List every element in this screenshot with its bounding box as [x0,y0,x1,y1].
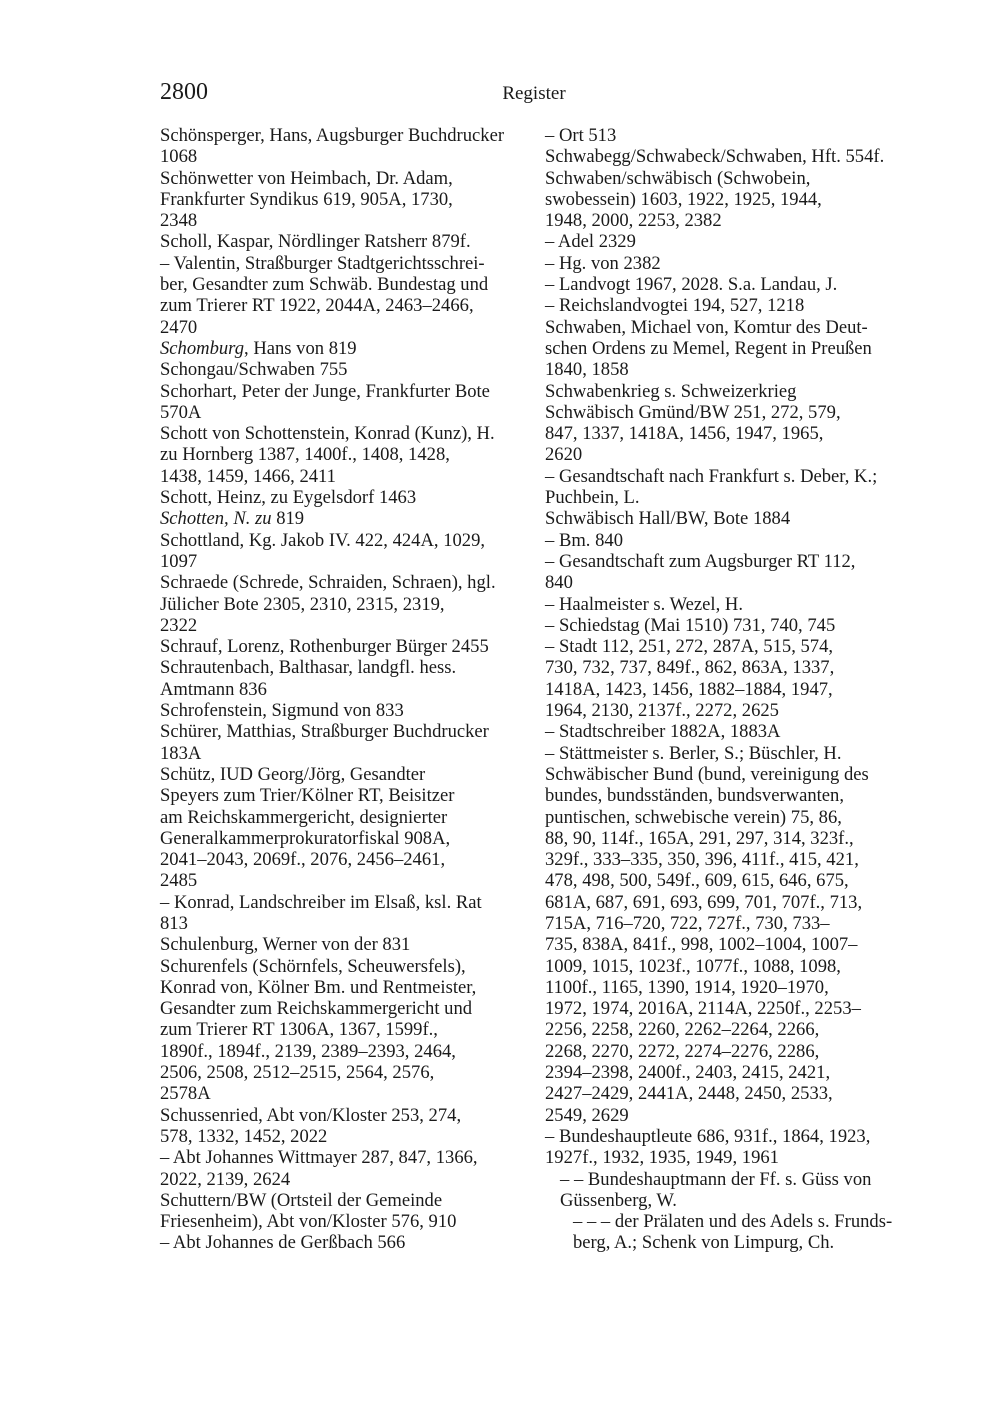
entry-text: 1418A, 1423, 1456, 1882–1884, 1947, [545,678,833,700]
index-entry-line [160,423,527,445]
entry-text: Schönwetter von Heimbach, Dr. Adam, [160,167,453,189]
entry-text: 730, 732, 737, 849f., 862, 863A, 1337, [545,657,835,679]
index-entry-line [160,700,527,722]
index-entry [160,934,527,955]
index-entry-line [160,912,527,934]
entry-text: 847, 1337, 1418A, 1456, 1947, 1965, [545,423,824,445]
entry-text: 570A [160,401,202,423]
index-entry-line [160,742,527,764]
entry-text: – Stättmeister s. Berler, S.; Büschler, H. [545,742,842,764]
entry-text: schen Ordens zu Memel, Regent in Preußen [545,337,872,359]
entry-text: Schürer, Matthias, Straßburger Buchdrucker [160,721,489,743]
index-entry-line [545,295,913,317]
entry-text: 1964, 2130, 2137f., 2272, 2625 [545,700,779,722]
entry-text: Schottland, Kg. Jakob IV. 422, 424A, 1029, [160,529,486,551]
entry-text: 1840, 1858 [545,359,629,381]
entry-text: – Ort 513 [545,125,617,146]
index-entry [160,1105,527,1148]
index-entry-line [160,295,527,317]
entry-text: 329f., 333–335, 350, 396, 411f., 415, 421, [545,849,859,871]
entry-text: 735, 838A, 841f., 998, 1002–1004, 1007– [545,934,858,956]
entry-text: , Hans von 819 [244,337,357,359]
entry-text: Schütz, IUD Georg/Jörg, Gesandter [160,763,426,785]
index-entry-line [560,1189,913,1211]
entry-text: Puchbein, L. [545,487,640,509]
index-entry-line [160,529,527,551]
index-entry-line [545,1083,913,1105]
index-entry-line [545,976,913,998]
entry-text: Schott, Heinz, zu Eygelsdorf 1463 [160,487,417,509]
index-entry-line [160,1211,527,1233]
index-entry-line [160,487,527,509]
entry-text: – – Bundeshauptmann der Ff. s. Güss von [560,1168,872,1190]
entry-text: am Reichskammergericht, designierter [160,806,448,828]
entry-text: Konrad von, Kölner Bm. und Rentmeister, [160,976,477,998]
page-header [160,78,908,108]
entry-text: – Bundeshauptleute 686, 931f., 1864, 1923, [545,1125,871,1147]
index-entry-line [545,380,913,402]
entry-text: 2322 [160,614,198,636]
index-entry [160,1147,527,1190]
index-entry [545,253,913,274]
index-entry-line [545,423,913,445]
index-entry-line [545,891,913,913]
entry-text: – Konrad, Landschreiber im Elsaß, ksl. Rat [160,891,482,913]
index-entry-line [160,550,527,572]
page-number: 2800 [160,79,208,105]
entry-text: zum Trierer RT 1306A, 1367, 1599f., [160,1019,438,1041]
index-entry-line [573,1211,913,1233]
index-entry [160,125,527,168]
index-entry-line [545,444,913,466]
index-entry [160,253,527,338]
index-entry-line [160,785,527,807]
entry-text: bundes, bundsständen, bundsverwanten, [545,785,844,807]
index-entry-line [545,785,913,807]
running-head: Register [502,83,566,104]
entry-text: 2041–2043, 2069f., 2076, 2456–2461, [160,849,446,871]
index-entry-line [545,465,913,487]
index-entry-line [160,380,527,402]
index-entry [160,1232,527,1253]
index-entry [545,530,913,551]
italic-name: Schotten, N. zu [160,508,272,530]
entry-text: Schönsperger, Hans, Augsburger Buchdrucker [160,125,505,146]
entry-text: Schorhart, Peter der Junge, Frankfurter Bote [160,380,490,402]
index-entry-line [160,891,527,913]
index-entry-line [545,636,913,658]
index-entry-line [160,1147,527,1169]
entry-text: Amtmann 836 [160,678,267,700]
index-entry-line [545,125,913,146]
entry-text: ber, Gesandter zum Schwäb. Bundestag und [160,274,489,296]
entry-text: Schott von Schottenstein, Konrad (Kunz), H. [160,423,495,445]
entry-text: 840 [545,572,573,594]
index-entry-line [160,401,527,423]
index-entry [545,317,913,381]
entry-text: Schwäbisch Hall/BW, Bote 1884 [545,508,791,530]
entry-text: 813 [160,912,188,934]
index-entry [545,168,913,232]
entry-text: 2506, 2508, 2512–2515, 2564, 2576, [160,1062,435,1084]
index-entry-line [545,763,913,785]
entry-text: Friesenheim), Abt von/Kloster 576, 910 [160,1211,457,1233]
index-entry-line [160,572,527,594]
index-entry-line [160,827,527,849]
index-entry-line [545,359,913,381]
entry-text: Schrauf, Lorenz, Rothenburger Bürger 2455 [160,636,489,658]
entry-text: – Haalmeister s. Wezel, H. [545,593,743,615]
entry-text: Schussenried, Abt von/Kloster 253, 274, [160,1104,462,1126]
index-entry-line [160,1104,527,1126]
index-entry-line [545,337,913,359]
entry-text: Schuttern/BW (Ortsteil der Gemeinde [160,1189,443,1211]
index-entry-line [545,1147,913,1169]
entry-text: 2394–2398, 2400f., 2403, 2415, 2421, [545,1062,831,1084]
index-entry-line [545,934,913,956]
index-entry-line [160,721,527,743]
index-entry-line [160,444,527,466]
index-entry [160,764,527,892]
entry-text: Scholl, Kaspar, Nördlinger Ratsherr 879f. [160,231,471,253]
index-entry [160,487,527,508]
index-entry [545,594,913,615]
index-column-right [545,125,913,1254]
index-entry [545,636,913,721]
entry-text: – Hg. von 2382 [545,252,661,274]
entry-text: 1948, 2000, 2253, 2382 [545,210,722,232]
entry-text: Schrautenbach, Balthasar, landgfl. hess. [160,657,457,679]
index-entry [545,743,913,764]
index-entry [160,636,527,657]
index-entry-line [160,593,527,615]
index-entry-line [545,210,913,232]
index-entry-line [545,849,913,871]
entry-text: Schwabegg/Schwabeck/Schwaben, Hft. 554f. [545,146,885,168]
index-entry [160,892,527,935]
index-entry-line [545,614,913,636]
entry-text: Schwabenkrieg s. Schweizerkrieg [545,380,797,402]
index-entry [160,1190,527,1233]
entry-text: – Stadtschreiber 1882A, 1883A [545,721,781,743]
entry-text: – – – der Prälaten und des Adels s. Frunds- [573,1211,893,1233]
index-entry-line [160,125,527,146]
entry-text: Schwäbisch Gmünd/BW 251, 272, 579, [545,401,841,423]
index-entry-line [545,678,913,700]
index-entry-line [160,359,527,381]
index-entry-line [545,550,913,572]
index-entry-line [160,1232,527,1254]
index-entry-line [160,657,527,679]
index-entry [160,508,527,529]
index-entry-line [545,700,913,722]
index-entry-line [545,912,913,934]
index-entry-line [160,806,527,828]
index-entry [545,274,913,295]
index-entry-line [545,188,913,210]
index-entry-line [160,636,527,658]
entry-text: Schraede (Schrede, Schraiden, Schraen), hgl. [160,572,496,594]
entry-text: Schwaben, Michael von, Komtur des Deut- [545,316,868,338]
index-entry-line [545,657,913,679]
index-entry-line [545,252,913,274]
index-entry-line [545,721,913,743]
entry-text: Schrofenstein, Sigmund von 833 [160,700,404,722]
entry-text: Schongau/Schwaben 755 [160,359,348,381]
index-entry-line [160,316,527,338]
entry-text: 2549, 2629 [545,1104,629,1126]
entry-text: 1100f., 1165, 1390, 1914, 1920–1970, [545,976,829,998]
entry-text: 1972, 1974, 2016A, 2114A, 2250f., 2253– [545,998,861,1020]
entry-text: – Gesandtschaft zum Augsburger RT 112, [545,550,856,572]
index-entry-line [160,1040,527,1062]
index-entry-line [160,1168,527,1190]
italic-name: Schomburg [160,337,245,359]
entry-text: 1097 [160,550,198,572]
entry-text: Schurenfels (Schörnfels, Scheuwersfels), [160,955,466,977]
index-entry [545,615,913,636]
entry-text: 88, 90, 114f., 165A, 291, 297, 314, 323f., [545,827,854,849]
entry-text: – Abt Johannes de Gerßbach 566 [160,1232,406,1254]
index-entry [545,764,913,1126]
index-entry [545,1211,913,1254]
index-entry [545,466,913,509]
index-entry-line [160,614,527,636]
index-entry-line [160,337,527,359]
index-entry-line [160,1189,527,1211]
index-entry [160,359,527,380]
entry-text: – Abt Johannes Wittmayer 287, 847, 1366, [160,1147,478,1169]
index-entry-line [545,572,913,594]
index-entry-line [545,1062,913,1084]
index-entry-line [160,1019,527,1041]
entry-text: 2620 [545,444,583,466]
entry-text: swobessein) 1603, 1922, 1925, 1944, [545,188,822,210]
index-entry [545,381,913,402]
index-entry-line [545,1040,913,1062]
entry-text: berg, A.; Schenk von Limpurg, Ch. [573,1232,835,1254]
entry-text: Generalkammerprokuratorfiskal 908A, [160,827,451,849]
entry-text: Schulenburg, Werner von der 831 [160,934,411,956]
entry-text: 1927f., 1932, 1935, 1949, 1961 [545,1147,779,1169]
index-entry [160,338,527,359]
index-entry-line [545,487,913,509]
index-entry-line [545,955,913,977]
index-entry-line [545,167,913,189]
entry-text: 2022, 2139, 2624 [160,1168,291,1190]
index-entry-line [160,976,527,998]
index-entry-line [160,210,527,232]
index-entry-line [545,870,913,892]
entry-text: 2348 [160,210,198,232]
index-entry-line [160,274,527,296]
entry-text: Frankfurter Syndikus 619, 905A, 1730, [160,188,453,210]
entry-text: 1009, 1015, 1023f., 1077f., 1088, 1098, [545,955,841,977]
entry-text: 2470 [160,316,198,338]
index-entry [160,381,527,424]
index-entry-line [545,1125,913,1147]
index-entry-line [160,1083,527,1105]
entry-text: 578, 1332, 1452, 2022 [160,1125,328,1147]
entry-text: Schwäbischer Bund (bund, vereinigung des [545,763,869,785]
entry-text: zu Hornberg 1387, 1400f., 1408, 1428, [160,444,450,466]
index-entry-line [545,529,913,551]
index-entry-line [160,955,527,977]
index-entry [160,231,527,252]
index-entry-line [160,231,527,253]
entry-text: 1890f., 1894f., 2139, 2389–2393, 2464, [160,1040,456,1062]
entry-text: – Adel 2329 [545,231,636,253]
index-entry-line [545,998,913,1020]
entry-text: 2256, 2258, 2260, 2262–2264, 2266, [545,1019,820,1041]
index-entry-line [160,934,527,956]
index-entry-line [160,1125,527,1147]
index-entry-line [560,1168,913,1190]
index-entry [545,146,913,167]
entry-text: – Gesandtschaft nach Frankfurt s. Deber, K.; [545,465,878,487]
index-entry-line [160,870,527,892]
index-entry [160,956,527,1105]
index-entry [160,168,527,232]
index-entry-line [545,274,913,296]
entry-text: Güssenberg, W. [560,1189,677,1211]
index-entry [545,721,913,742]
index-entry-line [545,231,913,253]
index-entry-line [160,465,527,487]
entry-text: – Schiedstag (Mai 1510) 731, 740, 745 [545,614,836,636]
entry-text: 478, 498, 500, 549f., 609, 615, 646, 675, [545,870,849,892]
index-entry-line [545,1104,913,1126]
entry-text: zum Trierer RT 1922, 2044A, 2463–2466, [160,295,474,317]
index-entry [160,423,527,487]
index-entry [545,402,913,466]
index-entry-line [160,763,527,785]
entry-text: – Reichslandvogtei 194, 527, 1218 [545,295,805,317]
index-entry [545,125,913,146]
index-entry-line [545,508,913,530]
index-entry-line [160,1062,527,1084]
index-entry-line [160,188,527,210]
entry-text: 1068 [160,146,198,168]
index-entry-line [160,678,527,700]
index-entry-line [160,167,527,189]
entry-text: – Landvogt 1967, 2028. S.a. Landau, J. [545,274,838,296]
entry-text: 2485 [160,870,198,892]
index-entry-line [160,146,527,168]
index-entry-line [545,401,913,423]
index-entry [545,508,913,529]
index-entry-line [545,146,913,168]
entry-text: 681A, 687, 691, 693, 699, 701, 707f., 713, [545,891,863,913]
entry-text: – Valentin, Straßburger Stadtgerichtsschrei- [160,252,485,274]
index-entry-line [160,252,527,274]
entry-text: Gesandter zum Reichskammergericht und [160,998,473,1020]
entry-text: 2427–2429, 2441A, 2448, 2450, 2533, [545,1083,833,1105]
index-entry-line [545,742,913,764]
entry-text: puntischen, schwebische verein) 75, 86, [545,806,842,828]
entry-text: – Stadt 112, 251, 272, 287A, 515, 574, [545,636,834,658]
index-entry-line [160,998,527,1020]
index-entry [160,721,527,764]
entry-text: 183A [160,742,202,764]
entry-text: 1438, 1459, 1466, 2411 [160,465,336,487]
index-entry-line [160,508,527,530]
index-entry-line [573,1232,913,1254]
index-entry [545,551,913,594]
index-entry [160,657,527,700]
index-entry [545,295,913,316]
index-entry [545,1169,913,1212]
index-entry-line [545,806,913,828]
entry-text: – Bm. 840 [545,529,623,551]
index-entry-line [545,316,913,338]
index-entry-line [545,593,913,615]
index-entry [545,231,913,252]
entry-text: 2578A [160,1083,211,1105]
entry-text: 819 [271,508,305,530]
index-entry [545,1126,913,1169]
index-entry [160,572,527,636]
entry-text: 2268, 2270, 2272, 2274–2276, 2286, [545,1040,820,1062]
index-entry [160,530,527,573]
entry-text: Jülicher Bote 2305, 2310, 2315, 2319, [160,593,445,615]
index-entry-line [545,1019,913,1041]
index-column-left [160,125,527,1254]
entry-text: Speyers zum Trier/Kölner RT, Beisitzer [160,785,455,807]
index-entry [160,700,527,721]
index-entry-line [160,849,527,871]
entry-text: 715A, 716–720, 722, 727f., 730, 733– [545,912,830,934]
entry-text: Schwaben/schwäbisch (Schwobein, [545,167,811,189]
index-entry-line [545,827,913,849]
